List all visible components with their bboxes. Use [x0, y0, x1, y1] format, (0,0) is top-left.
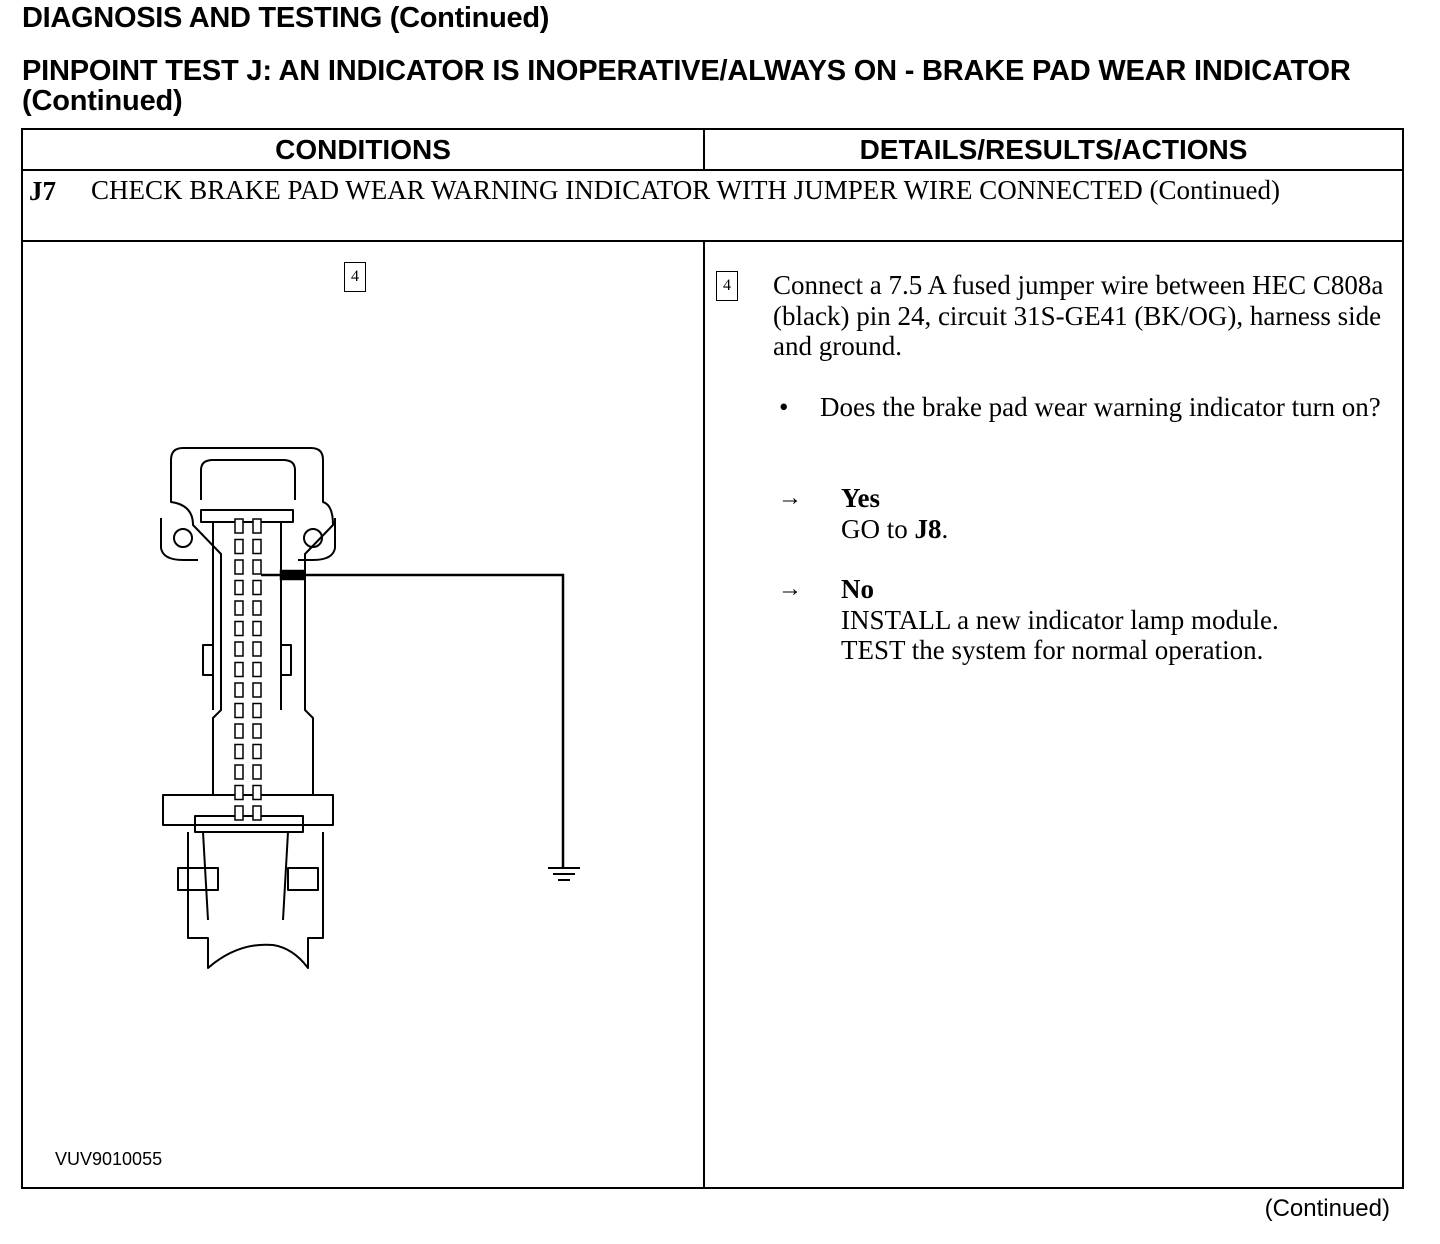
connector-diagram — [23, 130, 703, 1180]
step-number-box: 4 — [716, 271, 738, 301]
continued-footer: (Continued) — [1264, 1195, 1390, 1222]
arrow-right-icon: → — [778, 576, 802, 602]
pinpoint-test-table — [21, 128, 1404, 1189]
no-label: No — [841, 574, 874, 604]
connector-jumper-wire-to-ground-diagram-icon — [161, 448, 335, 968]
connector-pin — [235, 540, 243, 554]
connector-pin — [253, 560, 261, 574]
connector-pin — [235, 765, 243, 779]
connector-pin — [235, 786, 243, 800]
section-title: DIAGNOSIS AND TESTING (Continued) — [22, 2, 550, 34]
connector-pin — [253, 786, 261, 800]
connector-pin — [235, 683, 243, 697]
connector-pin — [253, 806, 261, 820]
yes-action-prefix: GO to — [841, 514, 908, 544]
yes-action-target: J8 — [914, 514, 942, 544]
connector-pin — [235, 704, 243, 718]
no-action-line-1: INSTALL a new indicator lamp module. — [841, 605, 1279, 635]
connector-pin — [253, 765, 261, 779]
connector-pin — [253, 540, 261, 554]
ground-icon — [548, 868, 580, 880]
connector-pin — [235, 806, 243, 820]
pinpoint-test-title: PINPOINT TEST J: AN INDICATOR IS INOPERATIVE/ALWAYS ON - BRAKE PAD WEAR INDICATOR (Continued) — [22, 55, 1351, 117]
connector-pin — [253, 683, 261, 697]
instruction-text: Connect a 7.5 A fused jumper wire between HEC C808a (black) pin 24, circuit 31S-GE41 (BK/OG), harness side and ground. — [773, 270, 1384, 361]
jumper-wire — [261, 571, 563, 868]
connector-pin — [235, 724, 243, 738]
connector-pin — [235, 560, 243, 574]
connector-pin — [253, 519, 261, 533]
connector-pin — [235, 745, 243, 759]
conditions-header: CONDITIONS — [275, 134, 451, 165]
step-title: CHECK BRAKE PAD WEAR WARNING INDICATOR WITH JUMPER WIRE CONNECTED (Continued) — [91, 175, 1281, 205]
arrow-right-icon: → — [778, 485, 802, 511]
connector-pins — [235, 519, 261, 820]
step-id: J7 — [29, 176, 56, 206]
no-action-line-2: TEST the system for normal operation. — [841, 635, 1264, 665]
connector-pin — [253, 601, 261, 615]
connector-pin — [235, 642, 243, 656]
body-column-divider — [703, 241, 705, 1187]
connector-pin — [235, 663, 243, 677]
yes-action — [841, 514, 948, 545]
bullet-icon: • — [779, 392, 789, 422]
figure-id: VUV9010055 — [55, 1149, 163, 1169]
connector-pin — [253, 622, 261, 636]
yes-action-suffix: . — [941, 514, 949, 544]
connector-pin — [253, 581, 261, 595]
connector-pin — [253, 724, 261, 738]
connector-pin — [235, 601, 243, 615]
connector-pin — [253, 745, 261, 759]
details-header: DETAILS/RESULTS/ACTIONS — [859, 134, 1248, 165]
figure-step-box: 4 — [344, 262, 366, 292]
connector-pin — [235, 519, 243, 533]
question-text: Does the brake pad wear warning indicator turn on? — [820, 392, 1381, 422]
connector-pin — [253, 642, 261, 656]
connector-pin — [235, 622, 243, 636]
connector-pin — [253, 704, 261, 718]
connector-pin — [253, 663, 261, 677]
connector-pin — [235, 581, 243, 595]
yes-label: Yes — [841, 483, 880, 513]
